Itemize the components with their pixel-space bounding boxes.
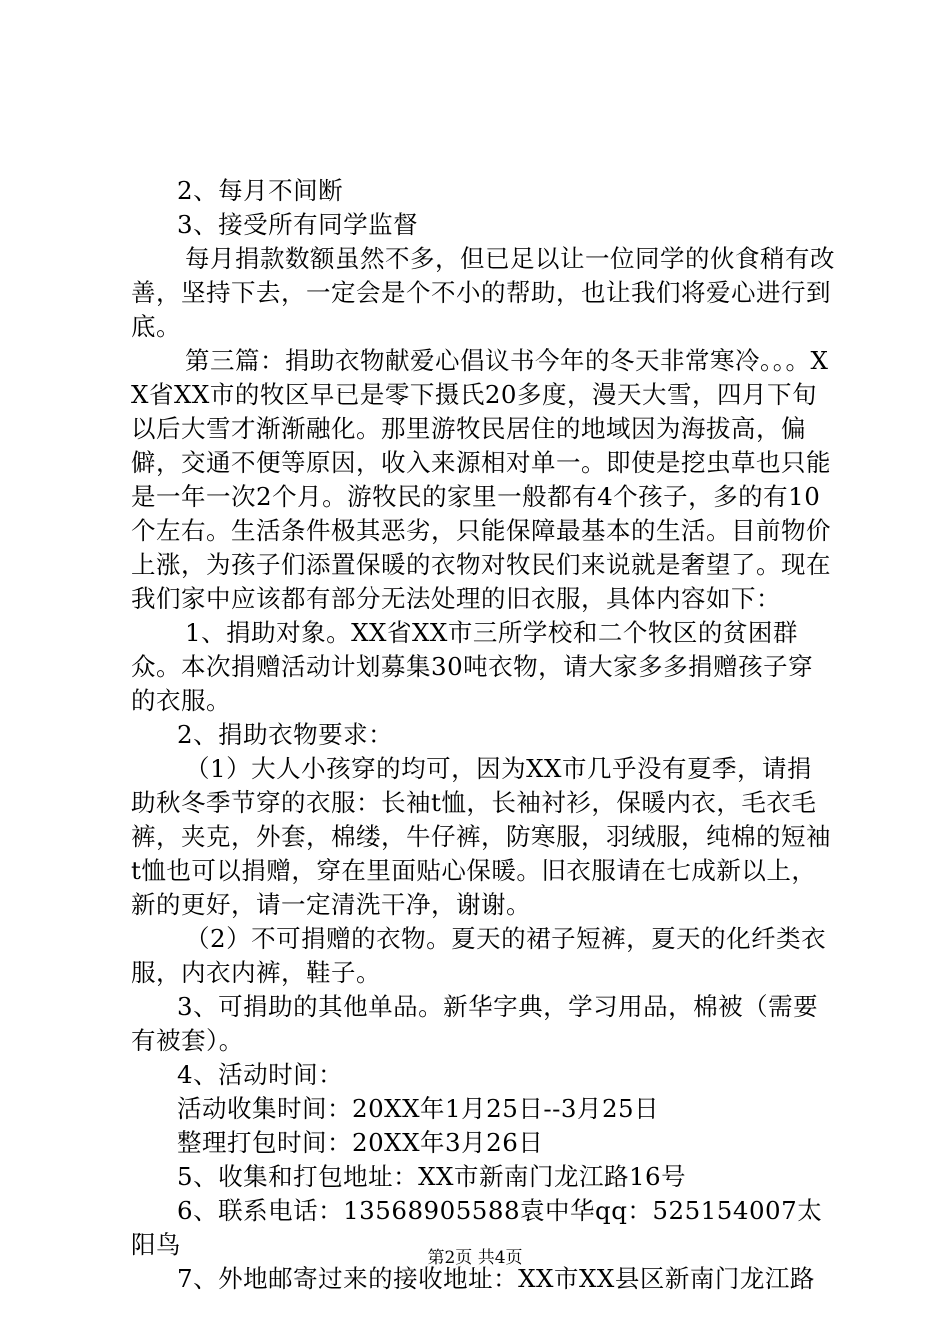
page-number-footer: 第2页 共4页 <box>427 1248 523 1268</box>
paragraph-rejected-clothing: （2）不可捐赠的衣物。夏天的裙子短裤，夏天的化纤类衣服，内衣内裤，鞋子。 <box>131 924 827 987</box>
paragraph-activity-time-heading: 4、活动时间： <box>177 1060 344 1089</box>
list-item-3: 3、接受所有同学监督 <box>177 210 419 239</box>
paragraph-packing-time: 整理打包时间：20XX年3月26日 <box>177 1128 544 1157</box>
paragraph-section-three-intro: 第三篇：捐助衣物献爱心倡议书今年的冬天非常寒冷。。。XX省XX市的牧区早已是零下摄氏20多度，漫天大雪，四月下旬以后大雪才渐渐融化。那里游牧民居住的地域因为海拔高，偏僻，交通不便等原因，收入来源相对单一。即使是挖虫草也只能是一年一次2个月。游牧民的家里一般都有4个孩子，多的有10个左右。生活条件极其恶劣，只能保障最基本的生活。目前物价上涨，为孩子们添置保暖的衣物对牧民们来说就是奢望了。现在我们家中应该都有部分无法处理的旧衣服，具体内容如下： <box>131 346 831 613</box>
paragraph-accepted-clothing: （1）大人小孩穿的均可，因为XX市几乎没有夏季，请捐助秋冬季节穿的衣服：长袖t恤，长袖衬衫，保暖内衣，毛衣毛裤，夹克，外套，棉缕，牛仔裤，防寒服，羽绒服，纯棉的短袖t恤也可以捐赠，穿在里面贴心保暖。旧衣服请在七成新以上，新的更好，请一定清洗干净，谢谢。 <box>131 754 831 919</box>
paragraph-donation-summary: 每月捐款数额虽然不多，但已足以让一位同学的伙食稍有改善，坚持下去，一定会是个不小的帮助，也让我们将爱心进行到底。 <box>131 244 835 341</box>
list-item-2: 2、每月不间断 <box>177 176 344 205</box>
paragraph-donation-target: 1、捐助对象。XX省XX市三所学校和二个牧区的贫困群众。本次捐赠活动计划募集30吨衣物，请大家多多捐赠孩子穿的衣服。 <box>131 618 814 715</box>
paragraph-contact-phone: 6、联系电话：13568905588袁中华qq：525154007太阳鸟 <box>131 1196 823 1259</box>
paragraph-mailing-address: 7、外地邮寄过来的接收地址：XX市XX县区新南门龙江路 <box>177 1264 815 1293</box>
paragraph-other-items: 3、可捐助的其他单品。新华字典，学习用品，棉被（需要有被套）。 <box>131 992 819 1055</box>
paragraph-collection-address: 5、收集和打包地址：XX市新南门龙江路16号 <box>177 1162 687 1191</box>
paragraph-collection-time: 活动收集时间：20XX年1月25日--3月25日 <box>177 1094 660 1123</box>
document-body <box>131 174 836 1296</box>
paragraph-clothing-requirements-heading: 2、捐助衣物要求： <box>177 720 394 749</box>
